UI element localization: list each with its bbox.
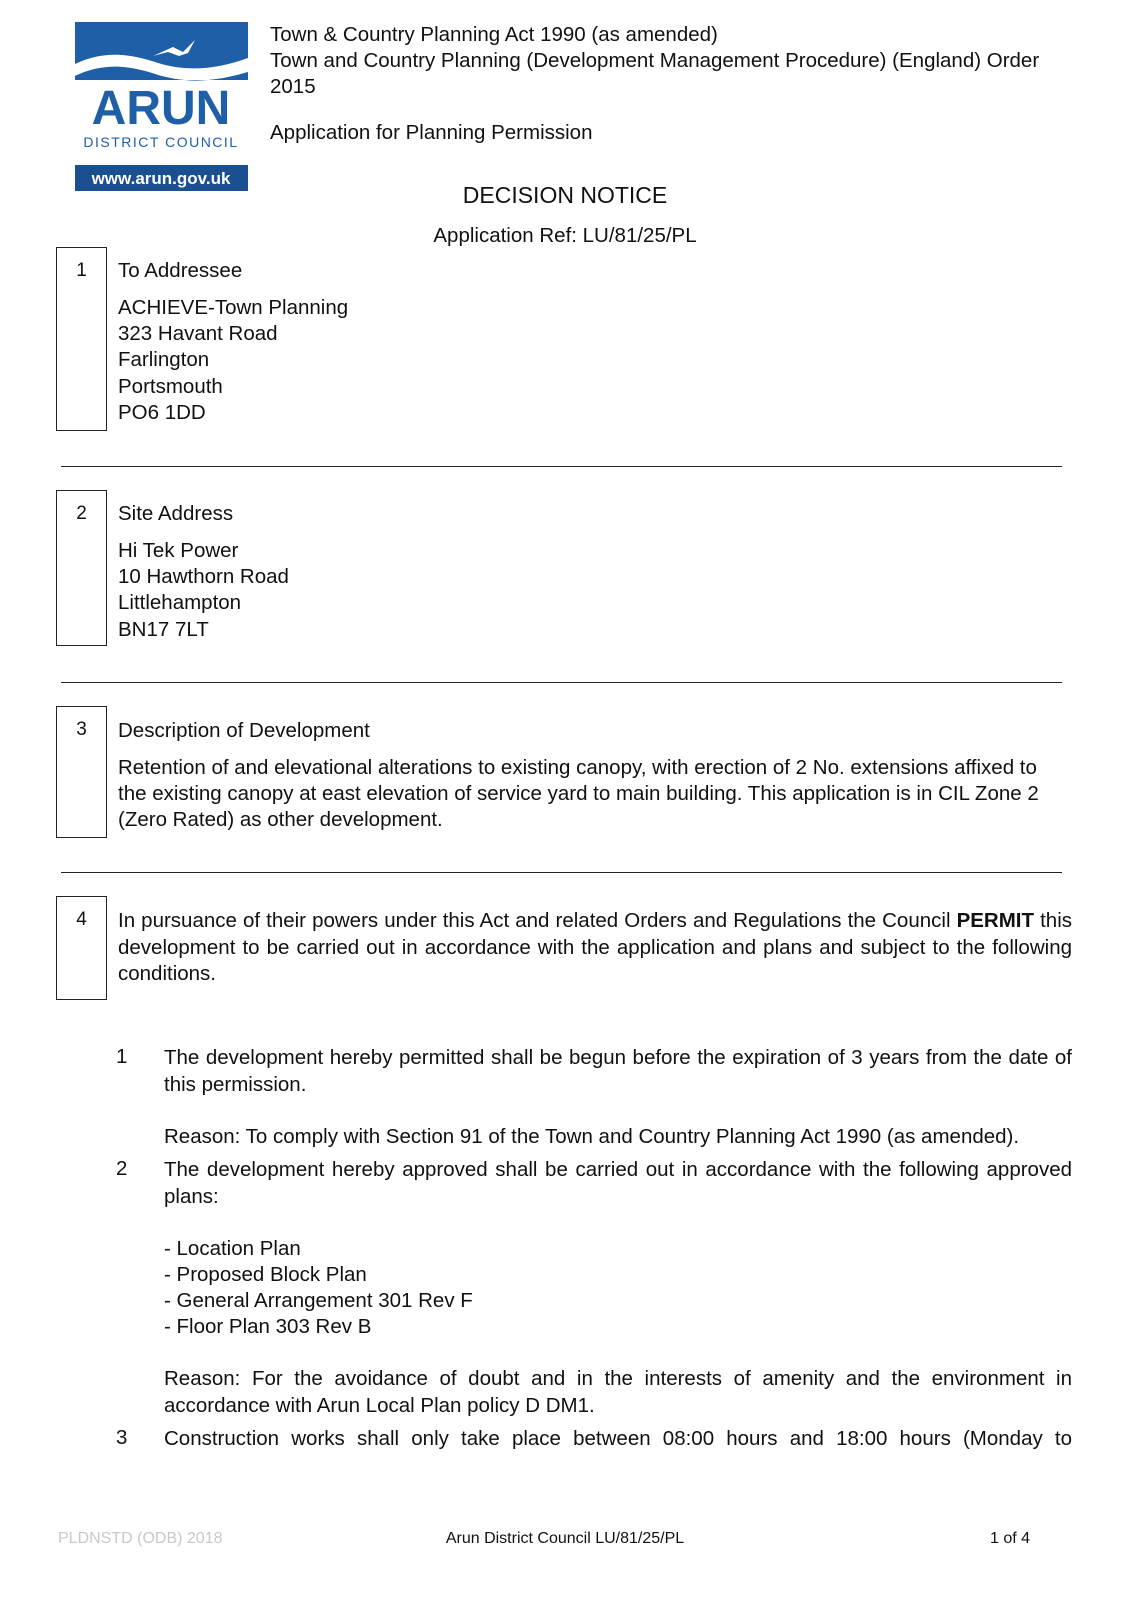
divider (61, 682, 1062, 683)
page-number: 1 of 4 (990, 1530, 1031, 1547)
description-text: Retention of and elevational alterations to existing canopy, with erection of 2 No. extensions affixed to the existing canopy at east elevation of service yard to main building. This application is in CIL Zone 2 (Zero Rated) as other development. (118, 756, 1039, 831)
address-line: 323 Havant Road (118, 322, 278, 346)
address-line: PO6 1DD (118, 400, 206, 424)
address-line: Portsmouth (118, 374, 223, 398)
section-number-box (56, 247, 107, 431)
logo-url: www.arun.gov.uk (91, 169, 231, 188)
logo-subtitle: DISTRICT COUNCIL (83, 134, 239, 150)
approved-plans-list (164, 1236, 1072, 1340)
section-number-box (56, 490, 107, 646)
address-lines (118, 538, 289, 643)
footer-form-code: PLDNSTD (ODB) 2018 (58, 1530, 223, 1547)
description-section (118, 718, 1068, 833)
condition-number: 2 (116, 1157, 128, 1180)
site-section (118, 501, 289, 643)
section-number: 2 (76, 503, 87, 524)
address-line: BN17 7LT (118, 617, 209, 641)
plan-item: - General Arrangement 301 Rev F (164, 1289, 473, 1312)
application-type: Application for Planning Permission (270, 121, 593, 144)
divider (61, 872, 1062, 873)
document-header (270, 22, 1090, 146)
act-line-3: 2015 (270, 75, 316, 98)
address-line: 10 Hawthorn Road (118, 565, 289, 589)
section-title: To Addressee (118, 259, 243, 282)
council-logo (75, 22, 248, 195)
notice-title: DECISION NOTICE (462, 182, 668, 208)
arun-logo-graphic (75, 22, 248, 195)
decision-statement (118, 908, 1072, 988)
divider (61, 466, 1062, 467)
condition-number: 3 (116, 1426, 128, 1449)
condition-reason: Reason: For the avoidance of doubt and in the interests of amenity and the environment in accordance with Arun Local Plan policy D DM1. (164, 1367, 1072, 1417)
condition-text: The development hereby permitted shall be begun before the expiration of 3 years from the date of this permission. (164, 1046, 1072, 1096)
condition-3 (164, 1426, 1072, 1452)
address-line: Littlehampton (118, 591, 242, 615)
condition-reason: Reason: To comply with Section 91 of the Town and Country Planning Act 1990 (as amended). (164, 1125, 1020, 1148)
decision-text: In pursuance of their powers under this Act and related Orders and Regulations the Council (118, 909, 957, 932)
condition-1 (164, 1045, 1072, 1150)
condition-number: 1 (116, 1045, 128, 1068)
address-lines (118, 295, 348, 426)
act-line-2: Town and Country Planning (Development Management Procedure) (England) Order (270, 49, 1040, 72)
condition-2 (164, 1157, 1072, 1419)
address-line: ACHIEVE-Town Planning (118, 296, 349, 319)
section-number: 3 (76, 719, 87, 740)
decision-text: this development to be carried out in accordance with the application and plans and subject to the following conditions. (118, 909, 1072, 985)
section-number: 4 (76, 909, 87, 930)
section-number: 1 (76, 260, 87, 281)
plan-item: - Location Plan (164, 1237, 301, 1260)
application-ref: Application Ref: LU/81/25/PL (433, 224, 697, 247)
logo-name: ARUN (91, 82, 231, 135)
plan-item: - Floor Plan 303 Rev B (164, 1315, 372, 1338)
address-line: Farlington (118, 348, 210, 372)
plan-item: - Proposed Block Plan (164, 1263, 367, 1286)
condition-text: Construction works shall only take place between 08:00 hours and 18:00 hours (Monday to (164, 1427, 1072, 1450)
section-title: Description of Development (118, 719, 370, 742)
address-line: Hi Tek Power (118, 539, 239, 562)
section-number-box (56, 706, 107, 838)
section-number-box (56, 896, 107, 1000)
footer-reference: Arun District Council LU/81/25/PL (445, 1530, 685, 1547)
addressee-section (118, 258, 348, 426)
decision-word: PERMIT (956, 909, 1035, 932)
condition-text: The development hereby approved shall be carried out in accordance with the following approved plans: (164, 1158, 1072, 1208)
act-line-1: Town & Country Planning Act 1990 (as amended) (270, 23, 718, 46)
section-title: Site Address (118, 502, 234, 525)
